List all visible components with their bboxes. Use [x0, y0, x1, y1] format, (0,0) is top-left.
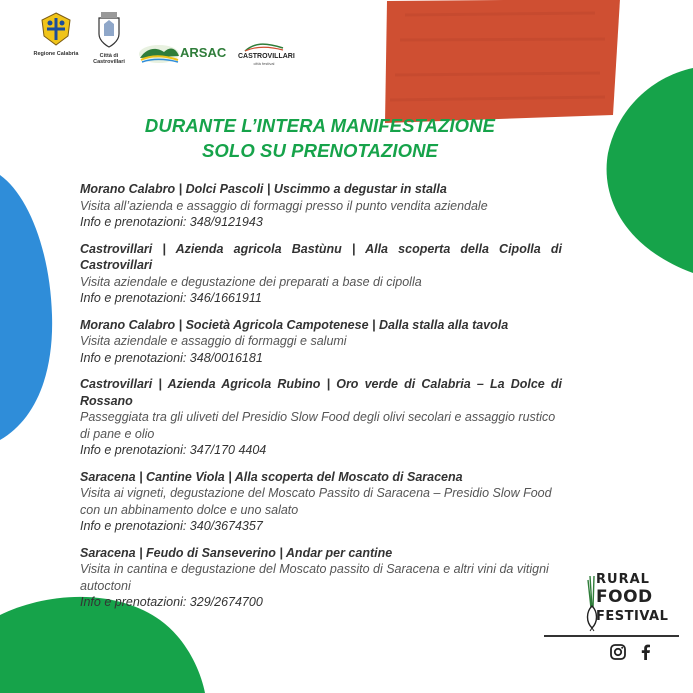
- castrovillari-festival-sub: città festival: [253, 61, 275, 66]
- event-description: Visita ai vigneti, degustazione del Moscato Passito di Saracena – Presidio Slow Food con un abbinamento dolce e uno salato: [80, 486, 552, 517]
- facebook-icon[interactable]: [636, 642, 656, 662]
- citta-caption-line1: Città di: [99, 53, 119, 59]
- regione-calabria-caption: Regione Calabria: [33, 51, 79, 57]
- footer-divider: [544, 635, 679, 637]
- brand-rural: RURAL: [596, 572, 650, 587]
- regione-calabria-logo: [28, 12, 84, 57]
- blue-paint-left: [0, 175, 60, 445]
- event-item: [80, 317, 562, 367]
- castrovillari-festival-text: CASTROVILLARI: [238, 53, 295, 60]
- castrovillari-coat-of-arms-icon: [96, 12, 122, 48]
- event-description: Passeggiata tra gli uliveti del Presidio Slow Food degli olivi secolari e assaggio rustico di pane e olio: [80, 410, 556, 441]
- event-info: Info e prenotazioni: 347/170 4404: [80, 443, 267, 457]
- arsac-logo: [138, 38, 230, 68]
- regione-calabria-crest-icon: [40, 12, 72, 46]
- red-paint-square: [365, 0, 625, 130]
- arsac-text: ARSAC: [180, 45, 227, 60]
- event-info: Info e prenotazioni: 348/9121943: [80, 215, 263, 229]
- event-info: Info e prenotazioni: 348/0016181: [80, 350, 263, 365]
- event-title: Castrovillari | Azienda Agricola Rubino | Oro verde di Calabria – La Dolce di Rossano: [80, 377, 562, 408]
- event-item: [80, 376, 562, 459]
- castrovillari-festival-logo: [238, 38, 295, 68]
- instagram-icon[interactable]: [608, 642, 628, 662]
- arsac-landscape-icon: [138, 40, 180, 64]
- event-item: [80, 545, 562, 611]
- castrovillari-skyline-icon: [244, 40, 284, 52]
- event-title: Saracena | Cantine Viola | Alla scoperta del Moscato di Saracena: [80, 469, 463, 484]
- event-description: Visita all’azienda e assaggio di formaggi presso il punto vendita aziendale: [80, 198, 488, 213]
- event-item: [80, 241, 562, 307]
- event-title: Saracena | Feudo di Sanseverino | Andar per cantine: [80, 545, 393, 560]
- events-list: [80, 181, 562, 621]
- citta-caption-line2: Castrovillari: [93, 59, 125, 65]
- headline-line1: DURANTE L’INTERA MANIFESTAZIONE: [144, 115, 496, 136]
- event-info: Info e prenotazioni: 340/3674357: [80, 519, 263, 533]
- event-info: Info e prenotazioni: 346/1661911: [80, 291, 262, 305]
- event-title: Castrovillari | Azienda agricola Bastùnu | Alla scoperta della Cipolla di Castrovillari: [80, 241, 562, 272]
- brand-food: FOOD: [596, 587, 653, 607]
- brand-festival: FESTIVAL: [596, 609, 669, 624]
- green-paint-right: [600, 68, 693, 278]
- event-description: Visita in cantina e degustazione del Moscato passito di Saracena e altri vini da vitigni autoctoni: [80, 562, 549, 593]
- event-item: [80, 469, 562, 535]
- headline-line2: SOLO SU PRENOTAZIONE: [201, 140, 438, 161]
- event-title: Morano Calabro | Dolci Pascoli | Uscimmo a degustar in stalla: [80, 182, 447, 196]
- rural-food-festival-logo: [585, 572, 669, 632]
- event-title: Morano Calabro | Società Agricola Campotenese | Dalla stalla alla tavola: [80, 317, 509, 332]
- event-description: Visita aziendale e degustazione dei preparati a base di cipolla: [80, 274, 422, 289]
- headline: [100, 113, 540, 163]
- event-item: [80, 181, 562, 231]
- citta-castrovillari-logo: [84, 12, 134, 65]
- event-description: Visita aziendale e assaggio di formaggi e salumi: [80, 334, 347, 348]
- event-info: Info e prenotazioni: 329/2674700: [80, 595, 263, 609]
